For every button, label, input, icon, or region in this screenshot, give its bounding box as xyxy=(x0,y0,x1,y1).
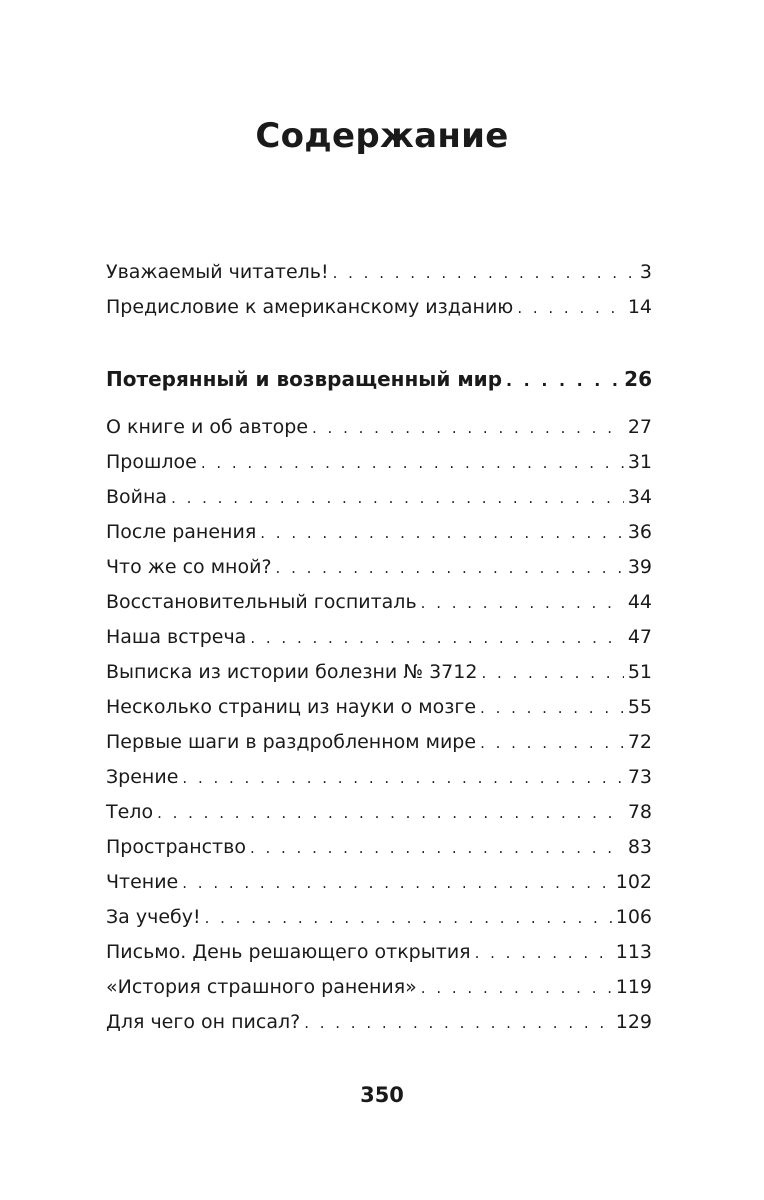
toc-entry-page: 113 xyxy=(615,941,652,963)
dot-leader xyxy=(517,291,624,326)
dot-leader xyxy=(182,761,623,796)
toc-entry xyxy=(106,290,652,325)
toc-entry-page: 129 xyxy=(615,1011,652,1033)
toc-entry xyxy=(106,255,652,290)
toc-entry-page: 36 xyxy=(627,521,652,543)
toc-entry-page: 102 xyxy=(615,871,652,893)
toc-entry-page: 34 xyxy=(627,486,652,508)
dot-leader xyxy=(333,256,636,291)
toc-entry-label: Наша встреча xyxy=(106,626,247,648)
toc-entry xyxy=(106,410,652,445)
toc-entry-page: 3 xyxy=(639,261,652,283)
toc-entry-label: После ранения xyxy=(106,521,257,543)
toc-entry xyxy=(106,935,652,970)
toc-entry-label: Война xyxy=(106,486,168,508)
toc-entry xyxy=(106,865,652,900)
toc-entry-label: Для чего он писал? xyxy=(106,1011,301,1033)
toc-entry xyxy=(106,445,652,480)
toc-part-heading xyxy=(106,362,652,397)
toc-entry xyxy=(106,970,652,1005)
toc-entry xyxy=(106,760,652,795)
toc-entry xyxy=(106,795,652,830)
toc-entry-label: Зрение xyxy=(106,766,179,788)
toc-entry-label: «История страшного ранения» xyxy=(106,976,417,998)
toc-entry-page: 78 xyxy=(627,801,652,823)
dot-leader xyxy=(481,656,623,691)
toc-entry xyxy=(106,550,652,585)
toc-entry-label: Пространство xyxy=(106,836,246,858)
toc-entry-page: 55 xyxy=(627,696,652,718)
toc-entry xyxy=(106,830,652,865)
toc-entry-label: О книге и об авторе xyxy=(106,416,309,438)
toc-entry xyxy=(106,655,652,690)
toc-entry-label: Чтение xyxy=(106,871,179,893)
toc-entry-page: 72 xyxy=(627,731,652,753)
dot-leader xyxy=(201,446,624,481)
toc-entry-label: Несколько страниц из науки о мозге xyxy=(106,696,477,718)
toc-entry-label: Восстановительный госпиталь xyxy=(106,591,417,613)
toc-entry-label: Предисловие к американскому изданию xyxy=(106,296,514,318)
dot-leader xyxy=(250,621,623,656)
dot-leader xyxy=(421,971,612,1006)
part-heading-list xyxy=(106,362,652,397)
toc-entry-label: Уважаемый читатель! xyxy=(106,261,329,283)
dot-leader xyxy=(421,586,624,621)
toc-entry-page: 83 xyxy=(627,836,652,858)
dot-leader xyxy=(276,551,624,586)
toc-entry-label: Письмо. День решающего открытия xyxy=(106,941,471,963)
toc-entry-page: 14 xyxy=(627,296,652,318)
toc-entry-page: 47 xyxy=(627,626,652,648)
toc-entry xyxy=(106,515,652,550)
toc-entry xyxy=(106,480,652,515)
toc-entry-label: Выписка из истории болезни № 3712 xyxy=(106,661,478,683)
toc-part-label: Потерянный и возвращенный мир xyxy=(106,367,503,391)
toc-entry-page: 27 xyxy=(627,416,652,438)
dot-leader xyxy=(260,516,624,551)
toc-entry-page: 51 xyxy=(627,661,652,683)
dot-leader xyxy=(250,831,624,866)
toc-entry-page: 39 xyxy=(627,556,652,578)
dot-leader xyxy=(480,691,624,726)
dot-leader xyxy=(171,481,624,516)
front-matter-list xyxy=(106,255,652,325)
toc-part-page: 26 xyxy=(624,367,652,391)
toc-entry-label: Тело xyxy=(106,801,154,823)
dot-leader xyxy=(312,411,624,446)
chapter-list xyxy=(106,410,652,1040)
dot-leader xyxy=(304,1006,612,1041)
toc-entry-page: 73 xyxy=(627,766,652,788)
toc-entry xyxy=(106,1005,652,1040)
dot-leader xyxy=(205,901,612,936)
toc-entry xyxy=(106,900,652,935)
toc-entry xyxy=(106,690,652,725)
dot-leader xyxy=(182,866,611,901)
toc-entry xyxy=(106,620,652,655)
page-number: 350 xyxy=(360,1083,404,1107)
toc-entry-page: 106 xyxy=(615,906,652,928)
toc-entry-page: 119 xyxy=(615,976,652,998)
toc-entry-label: За учебу! xyxy=(106,906,201,928)
toc-entry-page: 44 xyxy=(627,591,652,613)
dot-leader xyxy=(475,936,612,971)
toc-entry-page: 31 xyxy=(627,451,652,473)
dot-leader xyxy=(480,726,624,761)
toc-entry xyxy=(106,725,652,760)
toc-entry xyxy=(106,585,652,620)
toc-entry-label: Первые шаги в раздробленном мире xyxy=(106,731,477,753)
toc-entry-label: Что же со мной? xyxy=(106,556,272,578)
toc-entry-label: Прошлое xyxy=(106,451,197,473)
dot-leader xyxy=(506,363,620,398)
page-title: Содержание xyxy=(255,116,509,156)
dot-leader xyxy=(157,796,624,831)
